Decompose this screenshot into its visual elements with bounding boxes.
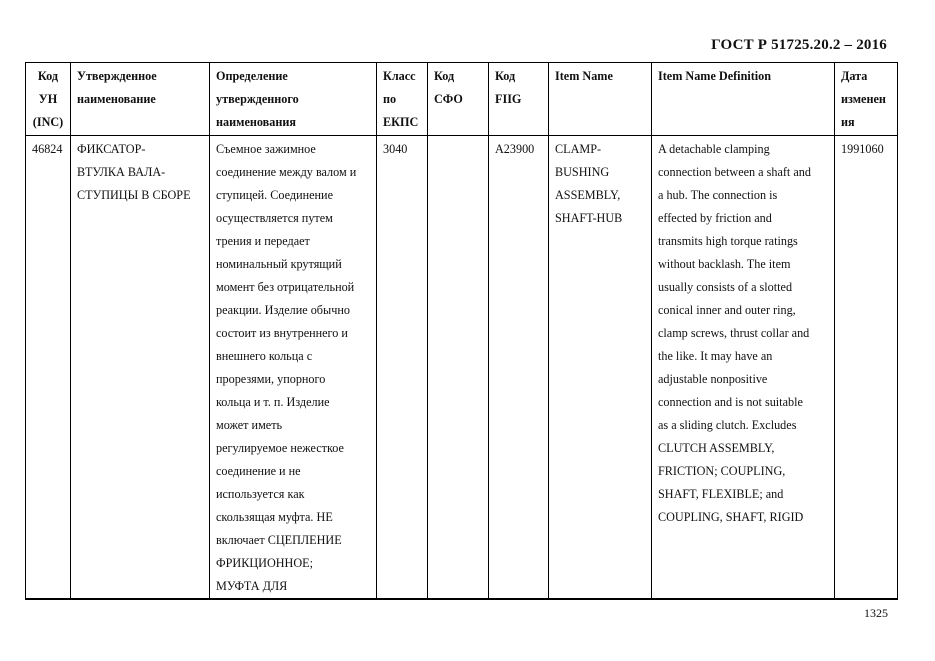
header-item-name-definition [652,63,835,136]
cell-line: утвержденного [216,92,299,106]
cell-line: скользящая муфта. НЕ [216,510,333,524]
cell-approved-name [71,136,210,600]
header-ekps-class [377,63,428,136]
cell-line: Утвержденное [77,69,157,83]
cell-item-name [549,136,652,600]
cell-line: изменен [841,92,886,106]
cell-line: УН [38,92,58,106]
cell-line: момент без отрицательной [216,280,355,294]
cell-line: трения и передает [216,234,310,248]
cell-line: ступицей. Соединение [216,188,333,202]
cell-line: ЕКПС [383,115,419,129]
cell-line: соединение между валом и [216,165,357,179]
cell-line: FIIG [495,92,522,106]
cell-line: используется как [216,487,305,501]
cell-line: Код [495,69,516,83]
cell-line: Item Name Definition [658,69,772,83]
cell-line: clamp screws, thrust collar and [658,326,810,340]
cell-line: effected by friction and [658,211,772,225]
cell-line: наименования [216,115,296,129]
cell-line: Съемное зажимное [216,142,316,156]
cell-line: кольца и т. п. Изделие [216,395,330,409]
cell-line: transmits high torque ratings [658,234,798,248]
cell-line: connection and is not suitable [658,395,803,409]
cell-line: Определение [216,69,288,83]
cell-line: наименование [77,92,156,106]
page-number: 1325 [864,606,888,620]
cell-line: adjustable nonpositive [658,372,768,386]
header-change-date [835,63,898,136]
header-inc [26,63,71,136]
cell-line: a hub. The connection is [658,188,778,202]
cell-line: CLUTCH ASSEMBLY, [658,441,775,455]
header-approved-name [71,63,210,136]
cell-line: по [383,92,397,106]
cell-line: as a sliding clutch. Excludes [658,418,797,432]
header-item-name [549,63,652,136]
cell-line: conical inner and outer ring, [658,303,796,317]
cell-line: ВТУЛКА ВАЛА- [77,165,166,179]
cell-fiig-code: A23900 [489,136,549,600]
cell-line: FRICTION; COUPLING, [658,464,786,478]
cell-line: прорезями, упорного [216,372,326,386]
cell-line: CLAMP- [555,142,602,156]
cell-line: включает СЦЕПЛЕНИЕ [216,533,342,547]
cell-line: Код [434,69,455,83]
cell-line: without backlash. The item [658,257,791,271]
cell-line: реакции. Изделие обычно [216,303,350,317]
header-definition [210,63,377,136]
cell-line: Item Name [555,69,613,83]
cell-line: ФРИКЦИОННОЕ; [216,556,313,570]
cell-line: the like. It may have an [658,349,773,363]
document-standard-header: ГОСТ Р 51725.20.2 – 2016 [711,37,887,53]
cell-line: Код [37,69,59,83]
cell-line: usually consists of a slotted [658,280,793,294]
cell-change-date: 1991060 [835,136,898,600]
cell-line: ия [841,115,855,129]
header-sfo-code [428,63,489,136]
cell-item-name-definition [652,136,835,600]
cell-line: ФИКСАТОР- [77,142,146,156]
cell-line: регулируемое нежесткое [216,441,344,455]
cell-line: соединение и не [216,464,301,478]
cell-line: Дата [841,69,868,83]
cell-inc: 46824 [26,136,71,600]
cell-line: внешнего кольца с [216,349,313,363]
cell-line: МУФТА ДЛЯ [216,579,288,593]
cell-ekps-class: 3040 [377,136,428,600]
cell-line: SHAFT, FLEXIBLE; and [658,487,784,501]
cell-line: Класс [383,69,416,83]
cell-line: connection between a shaft and [658,165,811,179]
cell-line: ASSEMBLY, [555,188,621,202]
cell-line: состоит из внутреннего и [216,326,348,340]
cell-line: номинальный крутящий [216,257,342,271]
cell-line: СТУПИЦЫ В СБОРЕ [77,188,191,202]
cell-line: BUSHING [555,165,610,179]
cell-sfo-code [428,136,489,600]
cell-line: A detachable clamping [658,142,770,156]
cell-line: (INC) [32,115,64,129]
cell-line: SHAFT-HUB [555,211,623,225]
catalog-table [25,62,898,600]
cell-line: COUPLING, SHAFT, RIGID [658,510,804,524]
cell-definition [210,136,377,600]
cell-line: осуществляется путем [216,211,333,225]
table-row [26,136,898,600]
table-header-row [26,63,898,136]
cell-line: может иметь [216,418,283,432]
header-fiig-code [489,63,549,136]
cell-line: СФО [434,92,463,106]
